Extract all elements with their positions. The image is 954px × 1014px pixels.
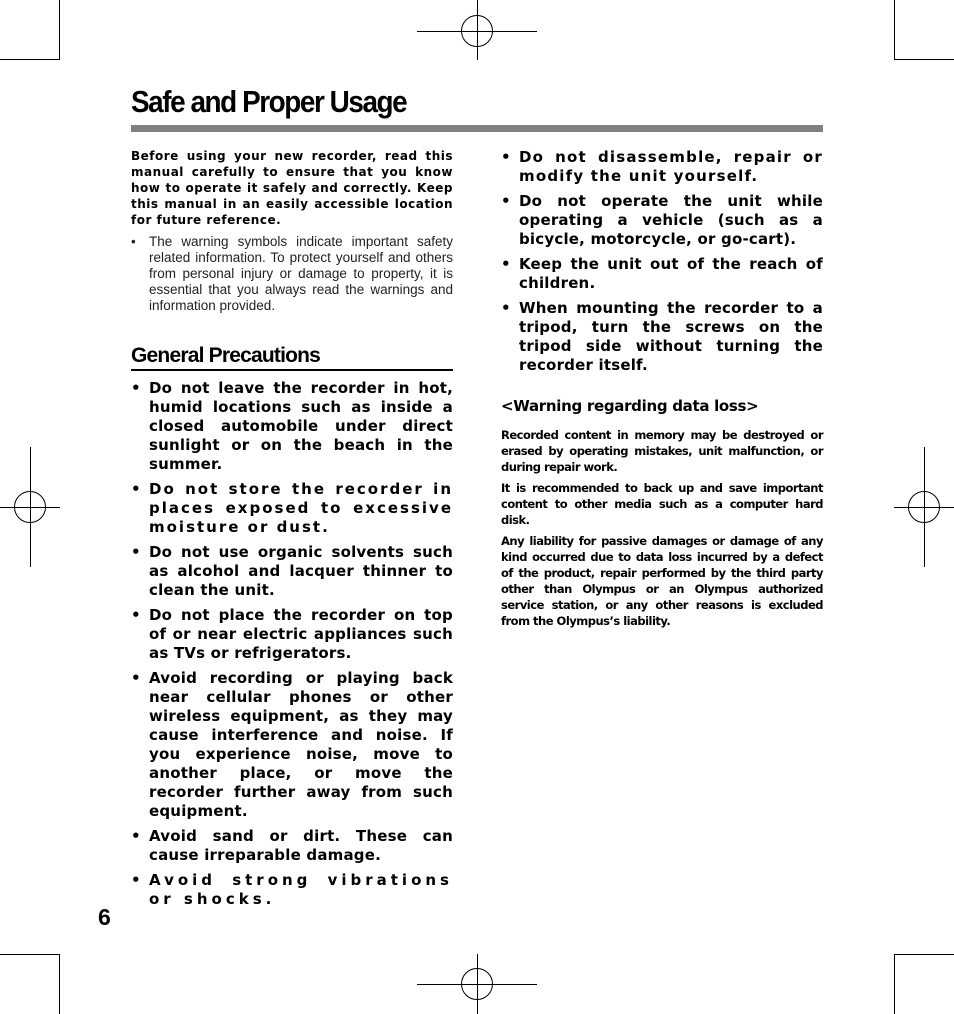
bullet: • [501, 299, 511, 317]
data-loss-paragraph: Any liability for passive damages or damage of any kind occurred due to data loss incurred by a defect of the product, repair performed by the third party other than Olympus or an Olympus authorized service station, or any other reasons is excluded from the Olympus’s liability. [501, 534, 823, 628]
list-item-text: Avoid strong vibrations or shocks. [149, 871, 453, 908]
crop-mark [0, 954, 60, 955]
list-item [131, 379, 453, 474]
list-item [131, 827, 453, 865]
registration-mark-circle [461, 968, 493, 1000]
left-column [131, 148, 453, 909]
additional-precautions-list [501, 148, 823, 375]
list-item-text: When mounting the recorder to a tripod, turn the screws on the tripod side without turning the recorder itself. [519, 299, 823, 374]
list-item-text: Do not leave the recorder in hot, humid locations such as inside a closed automobile under direct sunlight or on the beach in the summer. [149, 379, 453, 473]
bullet: • [131, 871, 141, 889]
page-number: 6 [98, 904, 111, 930]
page-title: Safe and Proper Usage [131, 84, 407, 119]
data-loss-warning-heading: <Warning regarding data loss> [501, 397, 759, 415]
list-item-text: Do not place the recorder on top of or near electric appliances such as TVs or refrigerators. [149, 606, 453, 662]
crop-mark [59, 954, 60, 1014]
registration-mark-circle [461, 15, 493, 47]
list-item [501, 299, 823, 375]
bullet: • [131, 543, 141, 561]
crop-mark [894, 0, 895, 60]
list-item-text: Do not use organic solvents such as alcohol and lacquer thinner to clean the unit. [149, 543, 453, 599]
bullet: • [501, 255, 511, 273]
general-precautions-heading: General Precautions [131, 344, 453, 371]
bullet: • [131, 606, 141, 624]
list-item [131, 669, 453, 821]
list-item [131, 606, 453, 663]
warning-symbols-note [131, 234, 453, 314]
bullet: • [501, 148, 511, 166]
crop-mark [59, 0, 60, 60]
list-item-text: Avoid sand or dirt. These can cause irreparable damage. [149, 827, 453, 864]
title-underline-bar [131, 125, 823, 132]
bullet: • [131, 827, 141, 845]
list-item [131, 871, 453, 909]
bullet: • [501, 192, 511, 210]
crop-mark [894, 954, 954, 955]
list-item-text: Do not store the recorder in places exposed to excessive moisture or dust. [149, 480, 453, 536]
crop-mark [894, 954, 895, 1014]
bullet: • [131, 480, 141, 498]
intro-paragraph: Before using your new recorder, read this manual carefully to ensure that you know how to operate it safely and correctly. Keep this manual in an easily accessible location for future reference. [131, 149, 453, 227]
note-text: The warning symbols indicate important safety related information. To protect yourself and others from personal injury or damage to property, it is essential that you always read the warnings and information provided. [149, 234, 453, 313]
list-item-text: Avoid recording or playing back near cellular phones or other wireless equipment, as they may cause interference and noise. If you experience noise, move to another place, or move the recorder further away from such equipment. [149, 669, 453, 820]
list-item [131, 480, 453, 537]
bullet: • [131, 669, 141, 687]
data-loss-paragraph: It is recommended to back up and save important content to other media such as a computer hard disk. [501, 481, 823, 527]
crop-mark [894, 59, 954, 60]
right-column [501, 148, 823, 629]
list-item [131, 543, 453, 600]
registration-mark-circle [14, 491, 46, 523]
bullet: • [131, 379, 141, 397]
list-item-text: Keep the unit out of the reach of children. [519, 255, 823, 292]
list-item [501, 192, 823, 249]
general-precautions-list [131, 379, 453, 909]
list-item [501, 148, 823, 186]
list-item-text: Do not disassemble, repair or modify the unit yourself. [519, 148, 823, 185]
note-bullet: • [131, 234, 136, 249]
crop-mark [0, 59, 60, 60]
list-item-text: Do not operate the unit while operating a vehicle (such as a bicycle, motorcycle, or go-cart). [519, 192, 823, 248]
list-item [501, 255, 823, 293]
data-loss-paragraph: Recorded content in memory may be destroyed or erased by operating mistakes, unit malfunction, or during repair work. [501, 428, 823, 474]
registration-mark-circle [908, 491, 940, 523]
